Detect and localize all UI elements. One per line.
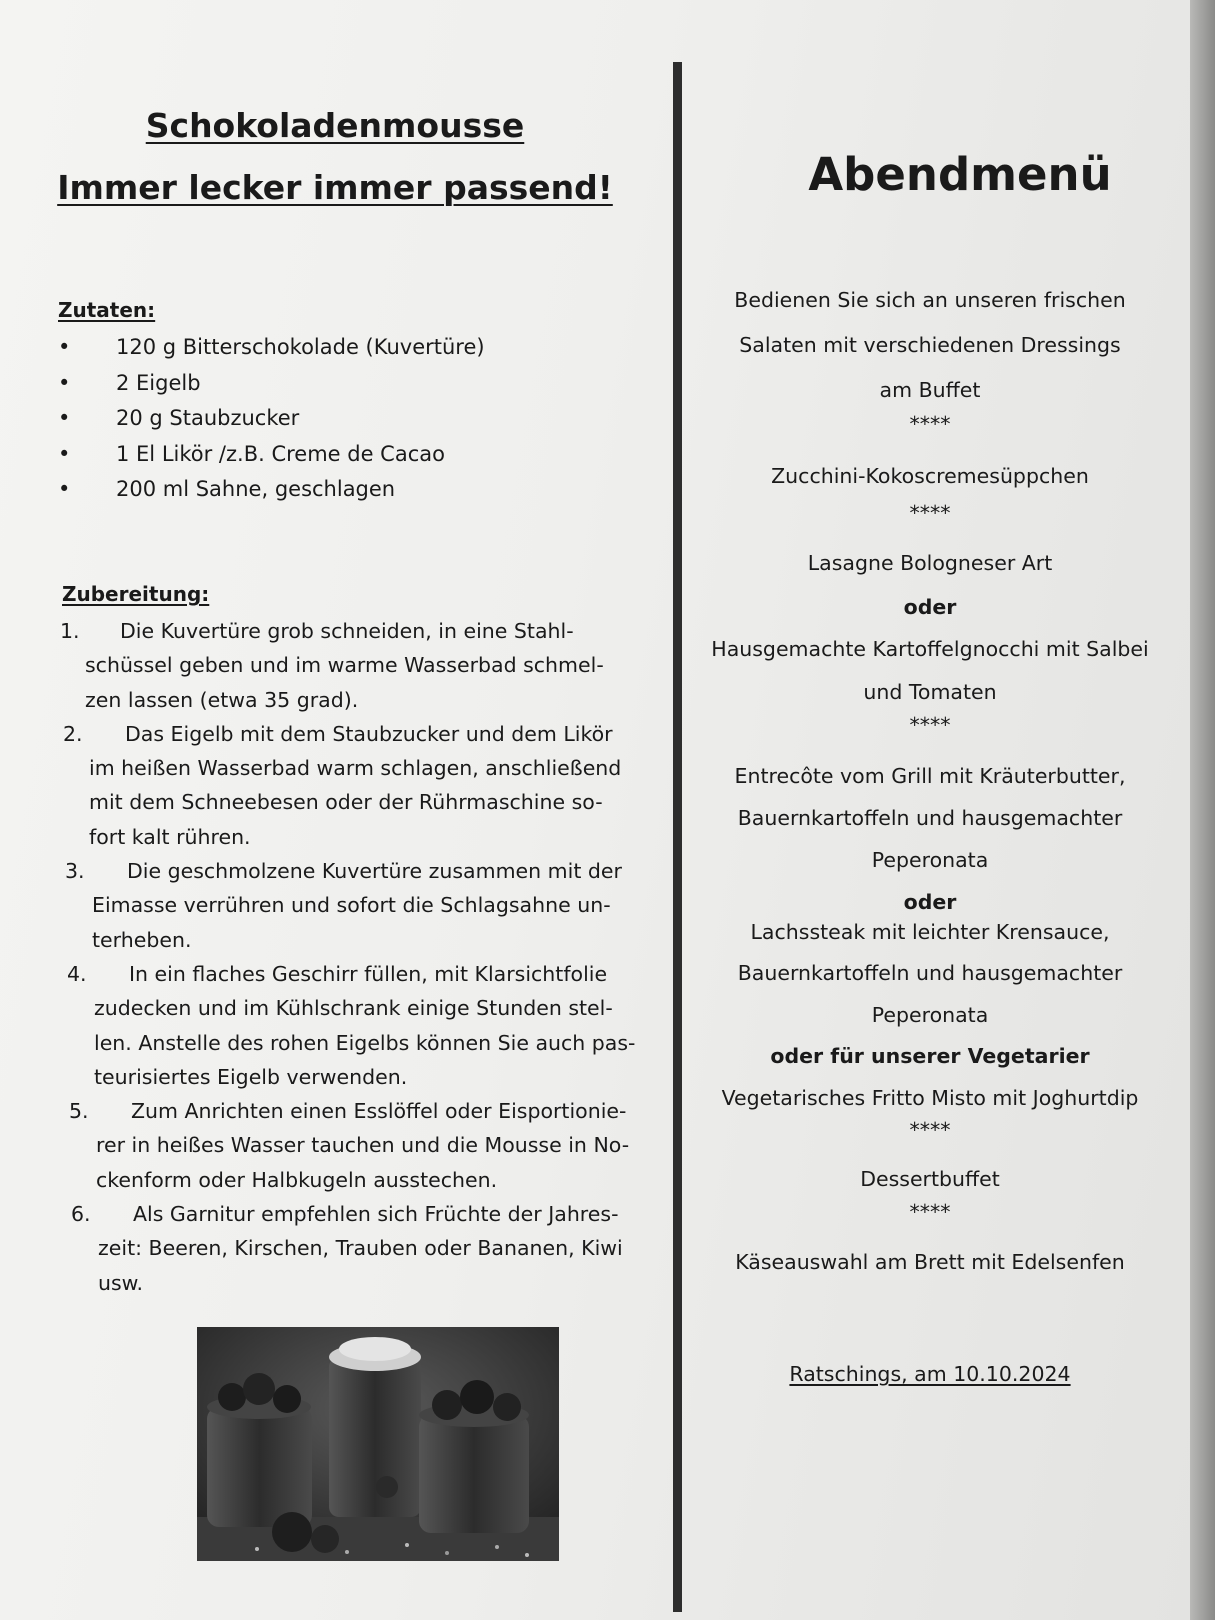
menu-line: Entrecôte vom Grill mit Kräuterbutter, — [734, 764, 1126, 788]
menu-line: oder für unserer Vegetarier — [770, 1044, 1090, 1068]
menu-line: Bedienen Sie sich an unseren frischen — [734, 288, 1126, 312]
step-5: 5. Zum Anrichten einen Esslöffel oder Eisportionie- rer in heißes Wasser tauchen und die Mousse in No- ckenform oder Halbkugeln ausstechen. — [69, 1099, 630, 1192]
course-separator: **** — [909, 412, 951, 436]
column-divider — [673, 62, 682, 1612]
menu-line: Lachssteak mit leichter Krensauce, — [750, 920, 1110, 944]
recipe-column: Schokoladenmousse Immer lecker immer passend! Zutaten: • 120 g Bitterschokolade (Kuvertüre) • 2 Eigelb • 20 g Staubzucker • 1 El Likör /z.B. Creme de Cacao • 200 ml Sahne, geschlagen Zubereitung: 1. Die Kuvertüre grob schneiden, in eine Stahl- schüssel geben und im warme Wasserbad schmel- zen lassen (etwa 35 grad). 2. Das Eigelb mit dem Staubzucker und dem Likör im heißen Wasserbad warm schlagen, anschließend mit dem Schneebesen oder der Rührmaschine so- fort kalt rühren. 3. Die geschmolzene Kuvertüre zusammen mit der Eimasse verrühren und sofort die Schlagsahne un- terheben. 4. In ein flaches Geschirr füllen, mit Klarsichtfolie zudecken und im Kühlschrank einige Stunden stel- len. Anstelle des rohen Eigelbs können Sie auch pas- teurisiertes Eigelb verwenden. 5. Zum Anrichten einen Esslöffel oder Eisportionie- rer in heißes Wasser tauchen und die Mousse in No- ckenform oder Halbkugeln ausstechen. 6. Als Garnitur empfehlen sich Früchte der Jahres- zeit: Beeren, Kirschen, Trauben oder Bananen, Kiwi usw. — [0, 0, 670, 1620]
menu-line: Lasagne Bologneser Art — [807, 551, 1053, 575]
mousse-photo — [197, 1327, 559, 1561]
bullet-icon: • — [58, 335, 71, 359]
course-separator: **** — [909, 1118, 951, 1142]
ingredients-heading: Zutaten: — [58, 298, 156, 322]
course-separator: **** — [909, 1200, 951, 1224]
menu-line: Käseauswahl am Brett mit Edelsenfen — [735, 1250, 1125, 1274]
preparation-heading: Zubereitung: — [62, 582, 210, 606]
menu-line: Zucchini-Kokoscremesüppchen — [771, 464, 1089, 488]
bullet-icon: • — [58, 406, 71, 430]
preparation-steps — [60, 614, 660, 1300]
menu-line: Salaten mit verschiedenen Dressings — [739, 333, 1121, 357]
step-4: 4. In ein flaches Geschirr füllen, mit Klarsichtfolie zudecken und im Kühlschrank einige Stunden stel- len. Anstelle des rohen Eigelbs können Sie auch pas- teurisiertes Eigelb verwenden. — [67, 961, 636, 1089]
step-1: 1. Die Kuvertüre grob schneiden, in eine Stahl- schüssel geben und im warme Wasserbad schmel- zen lassen (etwa 35 grad). — [60, 619, 604, 712]
course-separator: **** — [909, 501, 951, 525]
course-separator: **** — [909, 713, 951, 737]
recipe-title: Schokoladenmousse — [145, 106, 525, 145]
menu-line: Dessertbuffet — [860, 1167, 1000, 1191]
menu-line: oder — [903, 890, 957, 914]
menu-column — [690, 0, 1170, 1620]
chocolate-dessert-image — [197, 1327, 559, 1561]
menu-title: Abendmenü — [808, 148, 1112, 201]
menu-line: oder — [903, 595, 957, 619]
menu-line: Peperonata — [871, 848, 989, 872]
bullet-icon: • — [58, 370, 71, 395]
step-6: 6. Als Garnitur empfehlen sich Früchte der Jahres- zeit: Beeren, Kirschen, Trauben oder Bananen, Kiwi usw. — [71, 1202, 623, 1295]
menu-line: Peperonata — [871, 1003, 989, 1027]
menu-line: Hausgemachte Kartoffelgnocchi mit Salbei — [711, 637, 1149, 661]
menu-line: Vegetarisches Fritto Misto mit Joghurtdip — [721, 1086, 1139, 1110]
recipe-subtitle: Immer lecker immer passend! — [57, 168, 613, 207]
menu-line: und Tomaten — [863, 680, 997, 704]
menu-line: Bauernkartoffeln und hausgemachter — [737, 961, 1123, 985]
bullet-icon: • — [58, 441, 71, 466]
menu-date: Ratschings, am 10.10.2024 — [789, 1362, 1071, 1386]
step-3: 3. Die geschmolzene Kuvertüre zusammen mit der Eimasse verrühren und sofort die Schlagsahne un- terheben. — [65, 859, 622, 952]
bullet-icon: • — [58, 477, 71, 501]
menu-line: am Buffet — [879, 378, 981, 402]
background-surface — [1190, 0, 1215, 1620]
step-2: 2. Das Eigelb mit dem Staubzucker und dem Likör im heißen Wasserbad warm schlagen, anschließend mit dem Schneebesen oder der Rührmaschine so- fort kalt rühren. — [63, 721, 622, 849]
menu-line: Bauernkartoffeln und hausgemachter — [737, 806, 1123, 830]
